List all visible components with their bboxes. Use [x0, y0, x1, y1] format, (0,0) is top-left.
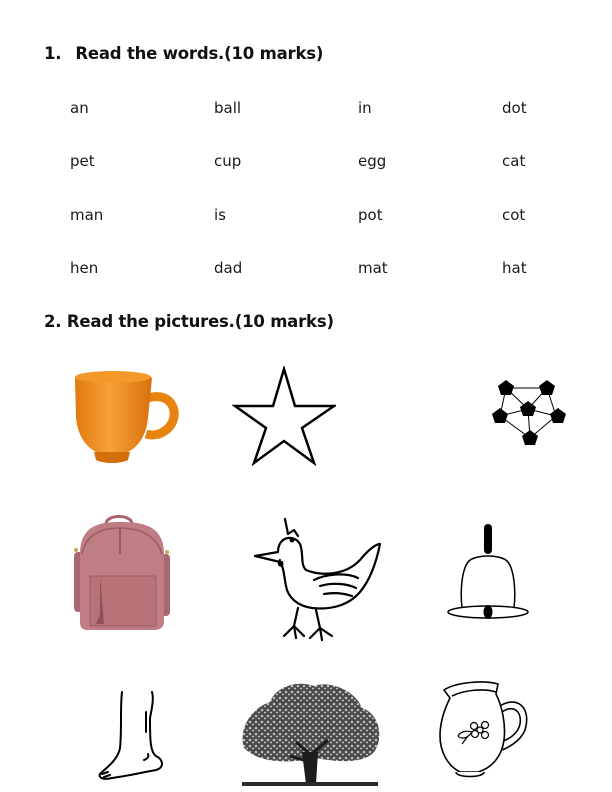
- word: pot: [358, 206, 383, 224]
- star-picture: [232, 366, 336, 466]
- word: man: [70, 206, 104, 224]
- word: hat: [502, 259, 527, 277]
- word: in: [358, 99, 372, 117]
- word: cup: [214, 152, 242, 170]
- word: an: [70, 99, 89, 117]
- section1-number: 1.: [44, 44, 62, 63]
- word: dad: [214, 259, 243, 277]
- word: ball: [214, 99, 242, 117]
- hen-picture: [250, 514, 385, 644]
- section2-heading: 2. Read the pictures.(10 marks): [44, 312, 334, 331]
- section1-title: Read the words.(10 marks): [75, 44, 324, 63]
- jug-picture: [438, 676, 530, 784]
- tree-picture: [236, 672, 384, 792]
- word: cot: [502, 206, 526, 224]
- bell-picture: [444, 520, 534, 625]
- word: mat: [358, 259, 388, 277]
- bag-picture: [72, 514, 172, 632]
- ball-picture: [490, 376, 570, 446]
- word: hen: [70, 259, 99, 277]
- leg-picture: [94, 688, 174, 783]
- word: dot: [502, 99, 527, 117]
- word: is: [214, 206, 226, 224]
- word: cat: [502, 152, 526, 170]
- section1-heading: [44, 44, 323, 63]
- cup-picture: [70, 368, 182, 468]
- word: egg: [358, 152, 387, 170]
- word: pet: [70, 152, 95, 170]
